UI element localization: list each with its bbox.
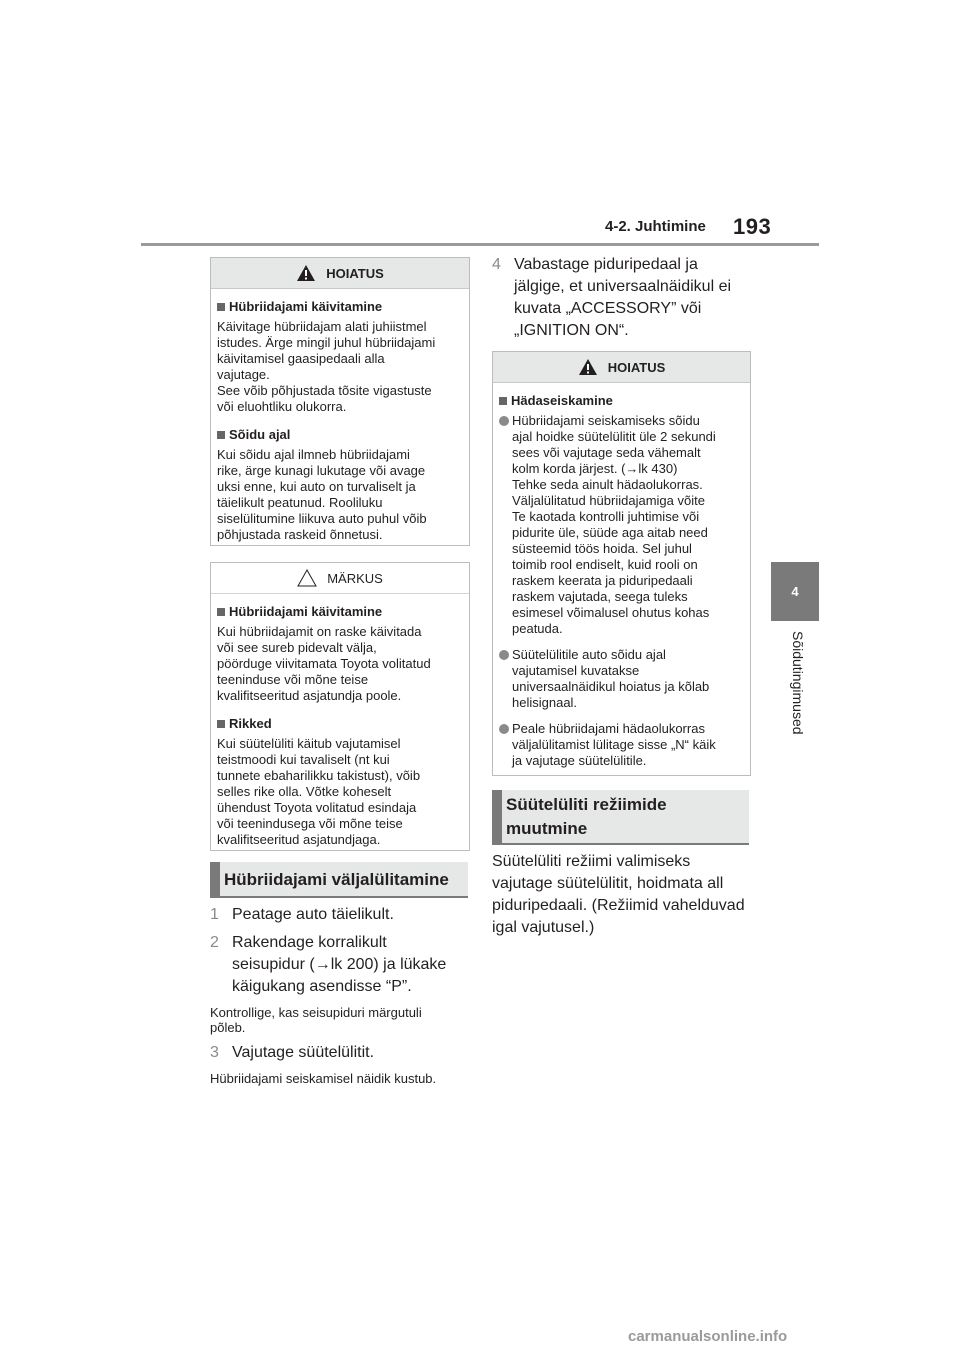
bullet-text: Peale hübriidajami hädaolukorras väljalülitamist lülitage sisse „N“ käik ja vajutage süütelülitile. [512,721,716,768]
step-text: Vajutage süütelülitit. [232,1044,375,1061]
warning-title: HOIATUS [326,265,384,281]
step-number: 2 [210,934,219,951]
bullet-text: Süütelülitile auto sõidu ajal vajutamisel kuvatakse universaalnäidikul hoiatus ja kõlab helisignaal. [512,647,710,710]
round-bullet-icon [499,416,509,426]
warning-box-2 [492,351,751,776]
step-text: Rakendage korralikult seisupidur (→lk 200) ja lükake käigukang asendisse “P”. [232,934,447,995]
warning-triangle-icon [296,264,316,282]
round-bullet-icon [499,724,509,734]
heading-underline [210,896,468,898]
notice-title: MÄRKUS [327,570,383,586]
heading-stripe [492,790,502,845]
chapter-tab: 4 [771,562,819,621]
notice-box-header [211,563,469,594]
heading-stripe [210,862,220,898]
header-rule [141,243,819,246]
subsection-text: Kui sõidu ajal ilmneb hübriidajami rike, ärge kunagi lukutage või avage uksi enne, kui auto on turvaliselt ja täielikult peatunud. Rooliluku siselülitumine liikuva auto puhul võib põhjustada raskeid õnnetusi. [217,447,427,542]
subsection-heading [217,427,463,442]
warning-triangle-icon [578,358,598,376]
bullet-item [499,647,744,711]
section-heading-modes [492,790,749,845]
step-text: Vabastage piduripedaal ja jälgige, et universaalnäidikul ei kuvata „ACCESSORY” või „IGNITION ON“. [514,256,732,339]
step-2 [210,932,468,998]
section-heading-text: Süütelüliti režiimide muutmine [506,795,667,838]
subsection-heading-text: Sõidu ajal [229,427,291,442]
heading-underline [492,843,749,845]
subsection-text: Kui süütelüliti käitub vajutamisel teistmoodi kui tavaliselt (nt kui tunnete ebaharilikku takistust), võib selles rike olla. Võtke koheselt ühendust Toyota volitatud esindaja või teenindusega või mõne teise kvalifitseeritud asjatundjaga. [217,736,421,847]
subsection-text: Käivitage hübriidajam alati juhiistmel istudes. Ärge mingil juhul hübriidajami käivitamisel gaasipedaali alla vajutage. See võib põhjustada tõsite vigastuste või eluohtliku olukorra. [217,319,436,414]
notice-box [210,562,470,851]
subsection-text: Kui hübriidajamit on raske käivitada või see sureb pidevalt välja, pöörduge viivitamata Toyota volitatud teeninduse või mõne teise kvalifitseeritud asjatundja poole. [217,624,431,703]
header-section-title: 4-2. Juhtimine [605,218,706,235]
step-4 [492,254,750,342]
subsection-heading-text: Hübriidajami käivitamine [229,299,383,314]
round-bullet-icon [499,650,509,660]
warning-box-body [211,289,469,561]
square-bullet-icon [217,431,225,439]
subsection-heading [217,299,463,314]
warning-box-header [493,352,750,383]
modes-paragraph: Süütelüliti režiimi valimiseks vajutage süütelülitit, hoidmata all piduripedaali. (Režiimid vahelduvad igal vajutusel.) [492,853,745,936]
watermark: carmanualsonline.info [628,1328,788,1345]
subsection-heading [217,716,463,731]
step-number: 1 [210,906,219,923]
notice-box-body [211,594,469,866]
warning-box-1 [210,257,470,546]
bullet-text: Hübriidajami seiskamiseks sõidu ajal hoidke süütelülitit üle 2 sekundi sees või vajutage seda vähemalt kolm korda järjest. (→lk 430) Tehke seda ainult hädaolukorras. Väljalülitatud hübriidajamiga võite Te kaotada kontrolli juhtimise või pidurite üle, süüde aga aitab need süsteemid töös hoida. Sel juhul toimib rool endiselt, kuid rooli on raskem keerata ja piduripedaali raskem vajutada, seega tuleks esimesel võimalusel ohutus kohas peatuda. [512,413,716,636]
section-heading-text: Hübriidajami väljalülitamine [224,870,449,889]
warning-box-body [493,383,750,785]
subsection-heading-text: Hübriidajami käivitamine [229,604,383,619]
square-bullet-icon [217,720,225,728]
step-3 [210,1042,468,1064]
step-text: Peatage auto täielikult. [232,906,394,923]
bullet-item [499,413,744,637]
page-number: 193 [733,214,772,239]
square-bullet-icon [217,608,225,616]
chapter-label: Sõidutingimused [790,631,806,735]
subsection-heading [217,604,463,619]
bullet-item [499,721,744,769]
step-1 [210,904,468,926]
section-heading-stop [210,862,468,898]
warning-title: HOIATUS [607,359,666,375]
step-2-note: Kontrollige, kas seisupiduri märgutuli põleb. [210,1005,422,1035]
step-number: 4 [492,256,501,273]
notice-triangle-icon [297,569,317,587]
warning-box-header [211,258,469,289]
subsection-heading [499,393,744,408]
step-number: 3 [210,1044,219,1061]
square-bullet-icon [499,397,507,405]
subsection-heading-text: Hädaseiskamine [511,393,613,408]
square-bullet-icon [217,303,225,311]
step-3-note: Hübriidajami seiskamisel näidik kustub. [210,1071,437,1086]
subsection-heading-text: Rikked [229,716,272,731]
